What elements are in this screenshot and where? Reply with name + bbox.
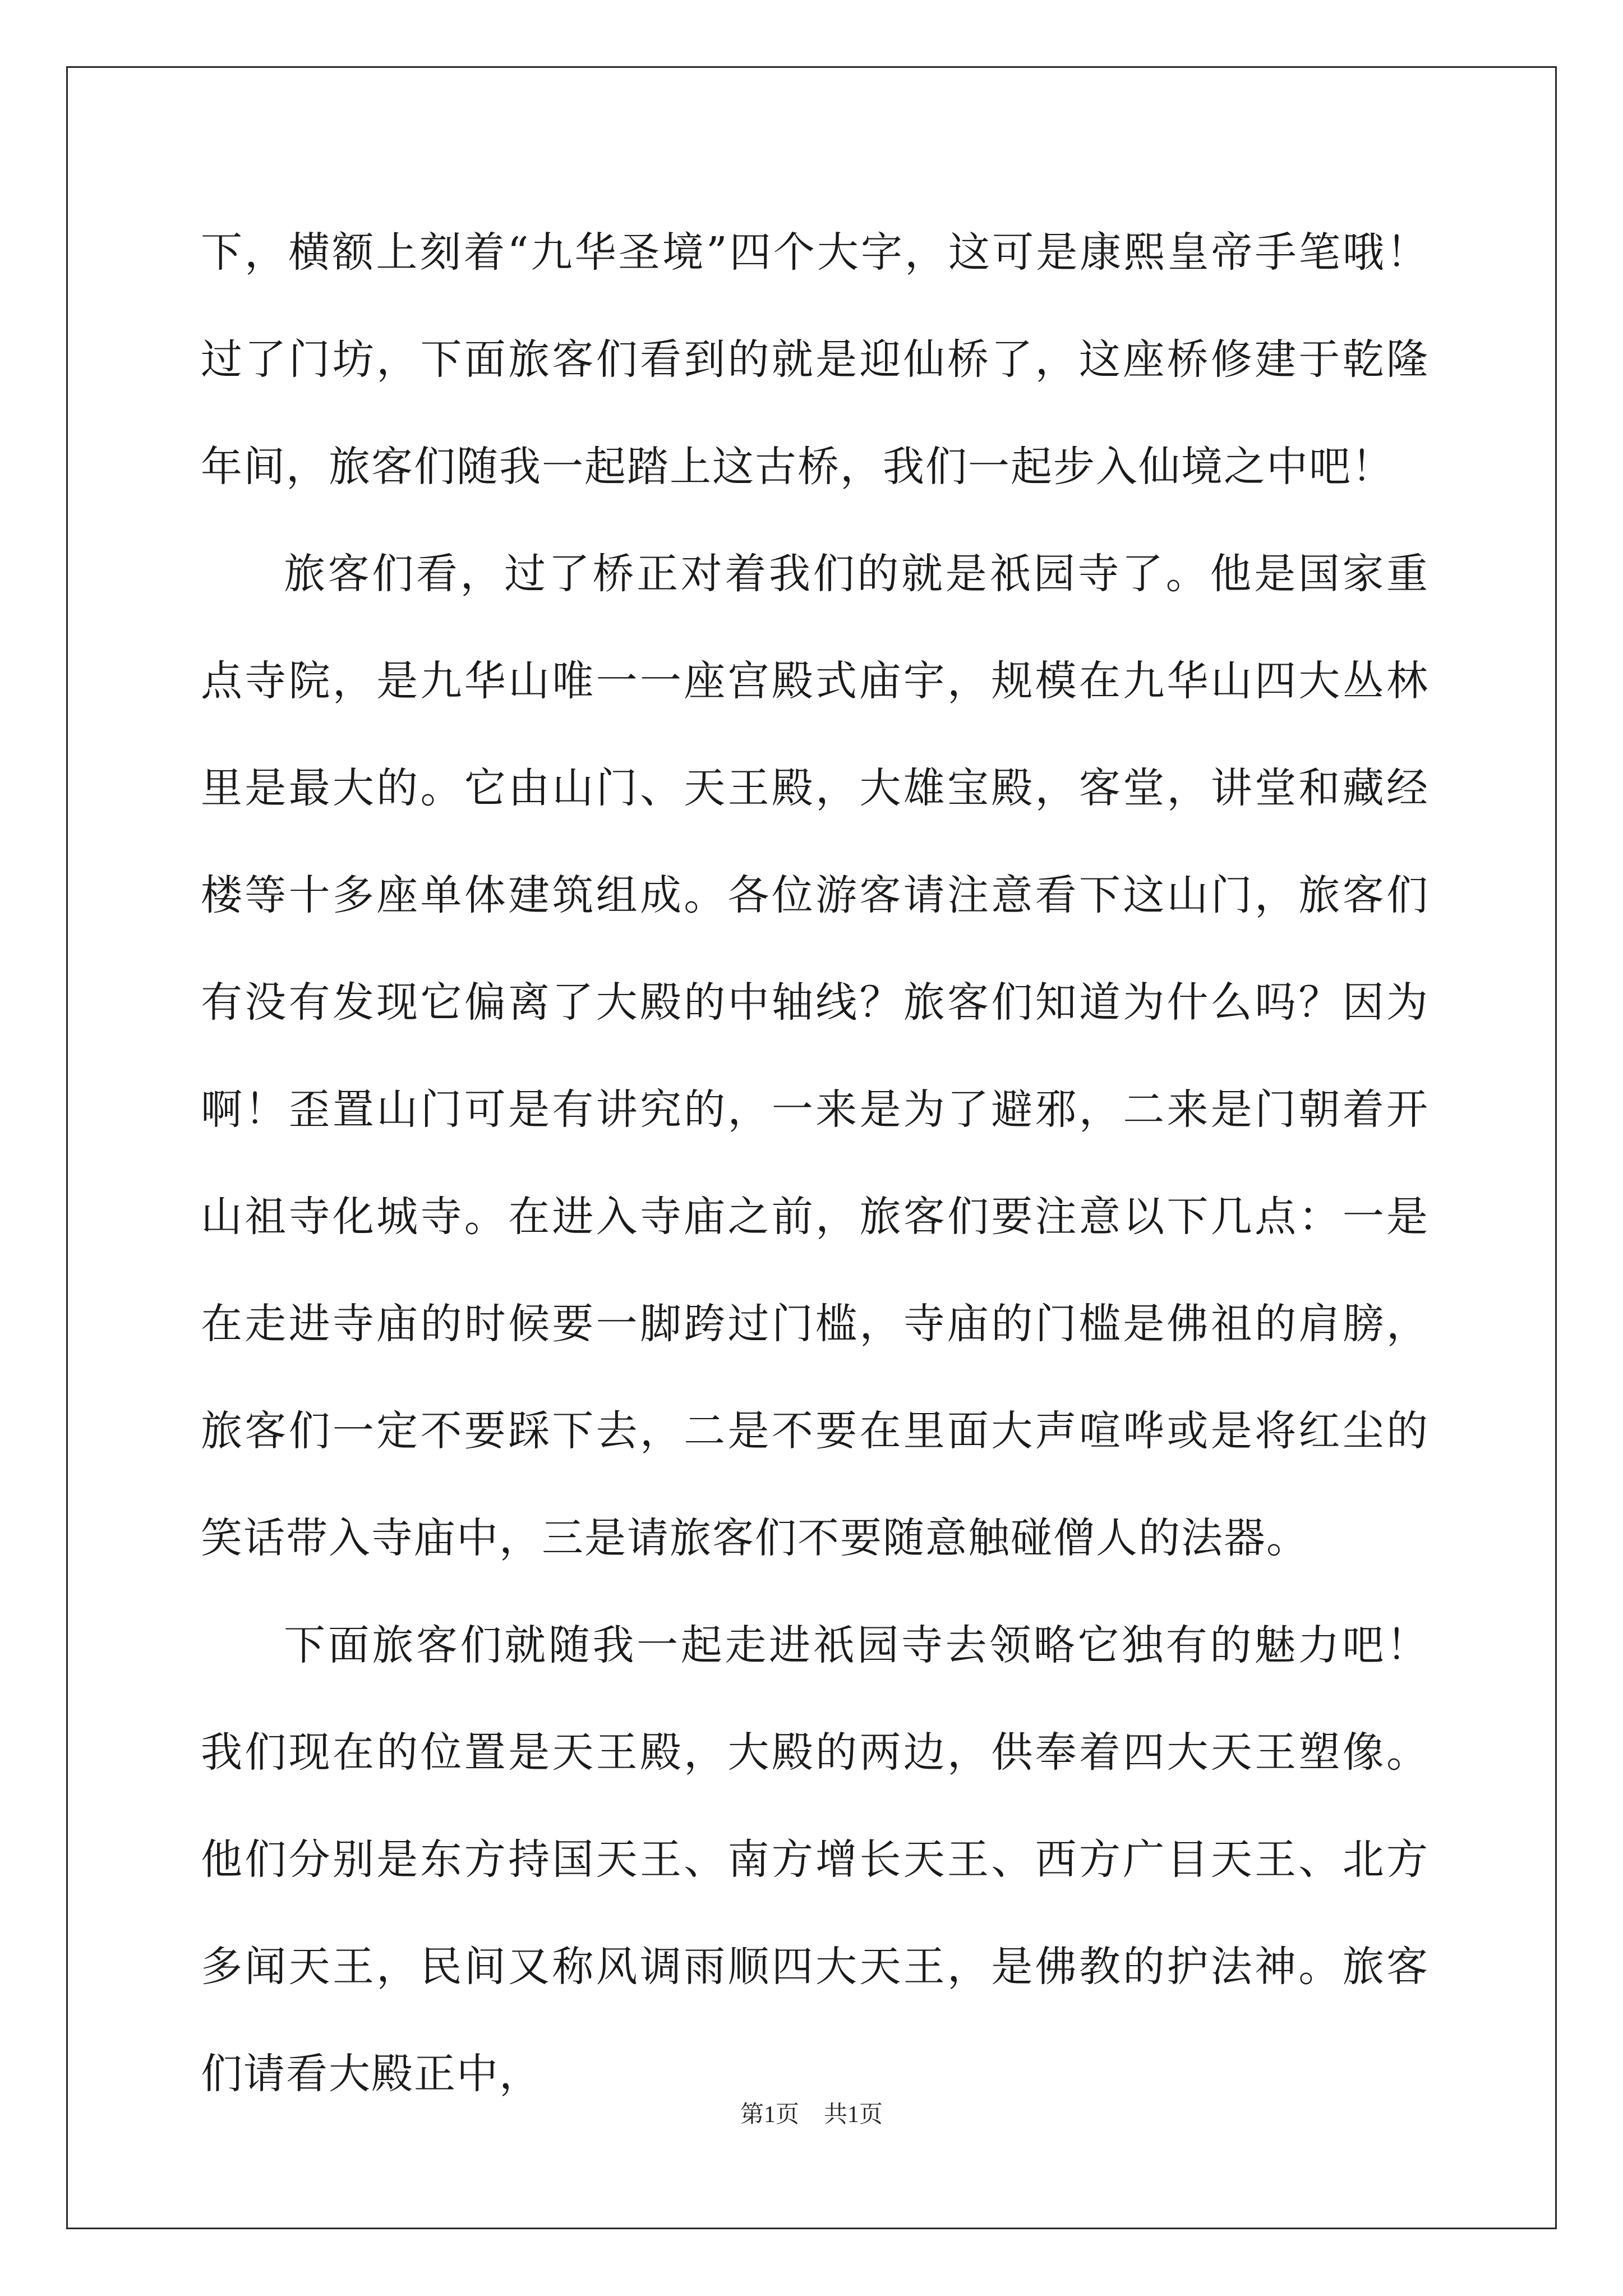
page-number-current: 第1页 bbox=[740, 2102, 799, 2128]
page-footer bbox=[0, 2098, 1623, 2132]
paragraph-1: 下，横额上刻着“九华圣境”四个大字，这可是康熙皇帝手笔哦！过了门坊，下面旅客们看到的就是迎仙桥了，这座桥修建于乾隆年间，旅客们随我一起踏上这古桥，我们一起步入仙境之中吧！ bbox=[201, 228, 1429, 491]
document-body bbox=[201, 199, 1429, 2128]
paragraph-3: 下面旅客们就随我一起走进祇园寺去领略它独有的魅力吧！我们现在的位置是天王殿，大殿的两边，供奉着四大天王塑像。他们分别是东方持国天王、南方增长天王、西方广目天王、北方多闻天王，民间又称风调雨顺四大天王，是佛教的护法神。旅客们请看大殿正中， bbox=[201, 1621, 1429, 2098]
page-number-total: 共1页 bbox=[824, 2102, 883, 2128]
paragraph-2: 旅客们看，过了桥正对着我们的就是祇园寺了。他是国家重点寺院，是九华山唯一一座宫殿式庙宇，规模在九华山四大丛林里是最大的。它由山门、天王殿，大雄宝殿，客堂，讲堂和藏经楼等十多座单体建筑组成。各位游客请注意看下这山门，旅客们有没有发现它偏离了大殿的中轴线？旅客们知道为什么吗？因为啊！歪置山门可是有讲究的，一来是为了避邪，二来是门朝着开山祖寺化城寺。在进入寺庙之前，旅客们要注意以下几点：一是在走进寺庙的时候要一脚跨过门槛，寺庙的门槛是佛祖的肩膀，旅客们一定不要踩下去，二是不要在里面大声喧哗或是将红尘的笑话带入寺庙中，三是请旅客们不要随意触碰僧人的法器。 bbox=[201, 550, 1429, 1562]
